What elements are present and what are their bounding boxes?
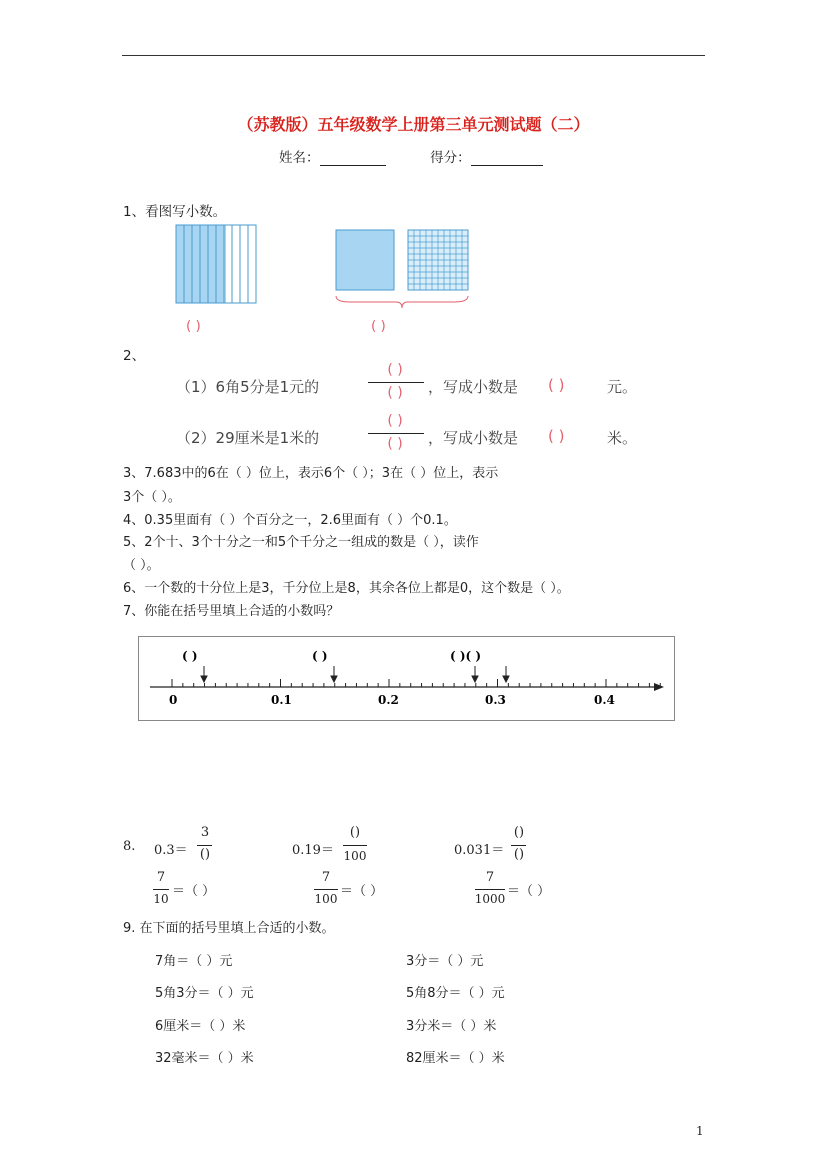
page-number: 1 (696, 1124, 704, 1138)
score-label: 得分： (430, 150, 471, 166)
number-line-figure (138, 636, 676, 722)
q5-line2: （ ）。 (123, 558, 160, 573)
q8-c-denominator[interactable]: () (513, 847, 525, 862)
q8-e-fraction-bar (314, 889, 338, 890)
q8-d-numerator: 7 (156, 870, 166, 885)
q2-row2-prefix: （2）29厘米是1米的 (176, 429, 320, 447)
brace-mark (336, 296, 468, 308)
q3-line1: 3、7.683中的6在（ ）位上，表示6个（ ）；3在（ ）位上，表示 (123, 466, 499, 481)
hundredths-grid-figure (408, 230, 468, 290)
q8-a-numerator: 3 (200, 825, 210, 840)
q8-f-denominator: 1000 (474, 892, 506, 906)
axis-label-0-3: 0.3 (485, 693, 506, 707)
name-blank[interactable] (320, 151, 386, 166)
q7-text: 7、你能在括号里填上合适的小数吗？ (123, 604, 340, 619)
q8-b-fraction-bar (343, 845, 367, 846)
q2-row1 (176, 376, 319, 397)
header-rule (122, 55, 705, 56)
q2-number: 2、 (123, 348, 146, 364)
q8-c-fraction-bar (511, 845, 526, 846)
axis-label-0-1: 0.1 (271, 693, 292, 707)
name-score-row (279, 146, 543, 166)
q8-b-numerator[interactable]: () (349, 825, 361, 840)
q2-row1-fraction-bar (368, 382, 424, 383)
q8-f-numerator: 7 (485, 870, 495, 885)
name-label: 姓名： (279, 150, 320, 166)
q8-a-denominator[interactable]: () (199, 847, 211, 862)
number-line-answer-2[interactable]: ( ) (312, 649, 328, 663)
q1-text: 1、看图写小数。 (123, 204, 227, 220)
q8-d-fraction-bar (153, 889, 169, 890)
q9-item-4[interactable]: 5角8分＝（ ）元 (406, 986, 505, 1001)
q8-f-answer[interactable]: ＝（ ） (507, 884, 551, 899)
q9-item-7[interactable]: 32毫米＝（ ）米 (155, 1051, 254, 1066)
number-line-answer-3-4[interactable]: ( )( ) (450, 649, 482, 663)
q2-row1-numerator[interactable]: ( ) (387, 362, 403, 378)
q2-row2-numerator[interactable]: ( ) (387, 413, 403, 429)
q5-line1: 5、2个十、3个十分之一和5个千分之一组成的数是（ ），读作 (123, 535, 479, 550)
q9-item-2[interactable]: 3分＝（ ）元 (406, 954, 484, 969)
q8-b-left: 0.19＝ (292, 843, 334, 858)
q8-number: 8. (123, 839, 136, 854)
q9-item-8[interactable]: 82厘米＝（ ）米 (406, 1051, 505, 1066)
q8-d-denominator: 10 (153, 892, 169, 906)
q6-text: 6、一个数的十分位上是3，千分位上是8，其余各位上都是0，这个数是（ ）。 (123, 581, 570, 596)
q9-item-6[interactable]: 3分米＝（ ）米 (406, 1019, 497, 1034)
full-square-figure (336, 230, 394, 290)
q2-row1-answer[interactable]: ( ) (548, 376, 565, 394)
q1-answer-right[interactable]: ( ) (371, 318, 386, 334)
q2-row2-suffix: 米。 (607, 429, 638, 447)
q2-row2-answer[interactable]: ( ) (548, 427, 565, 445)
q4-text: 4、0.35里面有（ ）个百分之一，2.6里面有（ ）个0.1。 (123, 513, 457, 528)
axis-label-0: 0 (169, 693, 178, 707)
axis-label-0-4: 0.4 (594, 693, 615, 707)
q8-e-denominator: 100 (314, 892, 338, 906)
tenths-strip-figure (176, 225, 256, 303)
number-line-answer-1[interactable]: ( ) (182, 649, 198, 663)
q8-c-left: 0.031＝ (454, 843, 505, 858)
q8-e-answer[interactable]: ＝（ ） (340, 884, 384, 899)
q2-row1-prefix: （1）6角5分是1元的 (176, 378, 320, 396)
q8-a-fraction-bar (197, 845, 212, 846)
q2-row2 (176, 427, 319, 448)
q9-item-1[interactable]: 7角＝（ ）元 (155, 954, 233, 969)
q1-figures (170, 220, 480, 310)
q8-f-fraction-bar (475, 889, 505, 890)
q2-row2-fraction-bar (368, 433, 424, 434)
q2-row1-mid: ，写成小数是 (428, 378, 519, 396)
q8-e-numerator: 7 (321, 870, 331, 885)
q8-a-left: 0.3＝ (154, 843, 188, 858)
q8-b-denominator: 100 (343, 849, 367, 863)
q2-row1-suffix: 元。 (607, 378, 638, 396)
q9-item-5[interactable]: 6厘米＝（ ）米 (155, 1019, 246, 1034)
axis-label-0-2: 0.2 (378, 693, 399, 707)
q2-row2-mid: ，写成小数是 (428, 429, 519, 447)
q8-d-answer[interactable]: ＝（ ） (172, 884, 216, 899)
q3-line2: 3个（ ）。 (123, 490, 181, 505)
q1-answer-left[interactable]: ( ) (186, 318, 201, 334)
number-line-frame (139, 637, 675, 721)
q2-row1-denominator[interactable]: ( ) (387, 385, 403, 401)
score-blank[interactable] (471, 151, 543, 166)
q8-c-numerator[interactable]: () (513, 825, 525, 840)
q9-text: 9. 在下面的括号里填上合适的小数。 (123, 921, 335, 936)
q2-row2-denominator[interactable]: ( ) (387, 436, 403, 452)
q9-item-3[interactable]: 5角3分＝（ ）元 (155, 986, 254, 1001)
page-title: （苏教版）五年级数学上册第三单元测试题（二） (237, 115, 590, 134)
